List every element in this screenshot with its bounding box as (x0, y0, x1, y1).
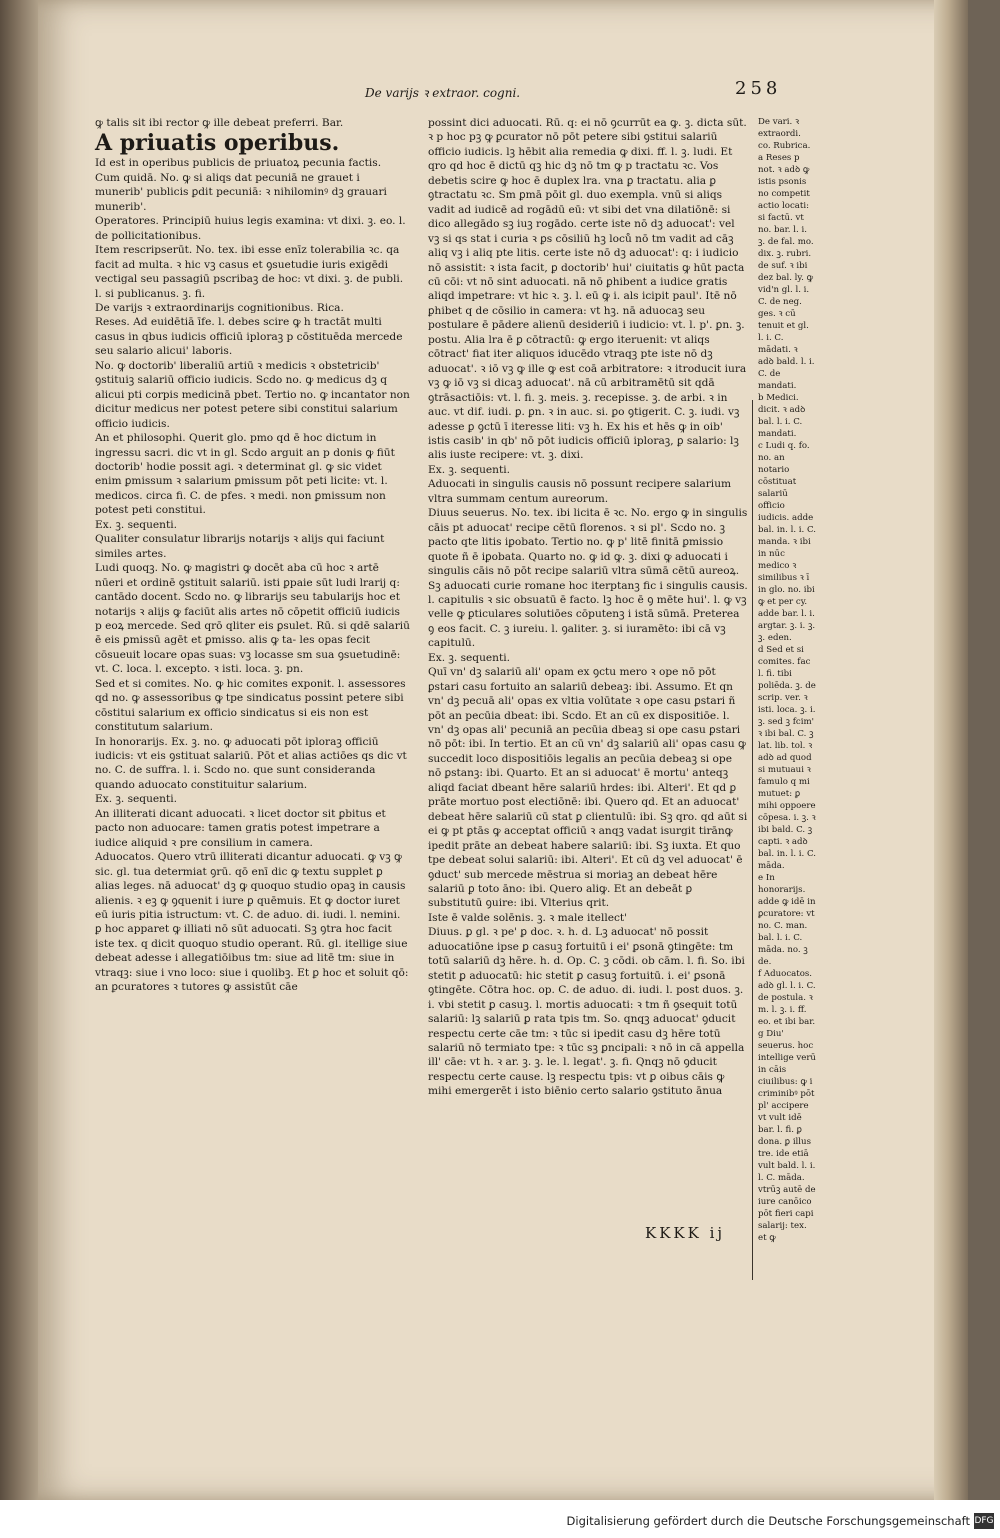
paragraph: Diuus seuerus. No. tex. ibi licita ē ꝛc. No. ergo ꝙ in singulis cāis pt aduocat' recipe cētū florenos. ꝛ si pl'. Scdo no. ꝫ pacto qte litis iꝑobato. Tertio no. ꝙ p' litē finitā ꝑmissio quote ñ ē iꝑobata. Quarto no. ꝙ id ꝙ. ꝫ. dixi ꝙ aduocati i singulis cāis nō pōt recipe salariū vltra sūmā cētū aureoꝝ. Sꝫ aduocati curie romane hoc iterptanꝫ fic i singulis causis. l. capitulis ꝛ sic obsuatū ē facto. lꝫ hoc ē ꝯ mēte hui'. l. ꝙ vꝫ velle ꝙ ꝑticulares solutiōes cōputenꝫ i istā sūmā. Preterea ꝯ eos facit. C. ꝫ iureiu. l. ꝯaliter. ꝫ. si iuramēto: ibi cā vꝫ capitulū. (428, 507, 748, 650)
rubric: An illiterati dicant aduocati. ꝛ licet doctor sit ꝑbitus et pacto non aduocare: tamen gratis potest impetrare a iudice aliquid ꝛ pre consilium in camera. (95, 807, 386, 849)
paragraph: Item rescripserūt. No. tex. ibi esse enīz tolerabilia ꝛc. qa facit ad multa. ꝛ hic vꝫ casus et ꝯsuetudie iuris exigēdi vectigal seu passagiū pscribaꝫ de hoc: vt dixi. ꝫ. de publi. l. si publicanus. ꝫ. fi. (95, 244, 404, 300)
paragraph: Diuus. ꝑ gl. ꝛ pe' ꝑ doc. ꝛ. h. d. Lꝫ aduocat' nō possit aduocatiōne ipse ꝑ casuꝫ fortuitū i ei' ꝑsonā ꝯtingēte: tm totū salariū dꝫ hēre. h. d. Op. C. ꝫ cōdi. ob cām. l. fi. So. ibi stetit ꝑ aduocatū: hic stetit ꝑ casuꝫ fortuitū. i. ei' ꝑsonā ꝯtingēte. Cōtra hoc. op. C. de aduo. di. iudi. l. post duos. ꝫ. i. vbi stetit ꝑ casuꝫ. l. mortis aduocati: ꝛ tm ñ ꝯsequit totū salariū: lꝫ salariū ꝑ rata tpis tm. So. qnqꝫ aduocat' ꝯducit respectu certe cāe tm: ꝛ tūc si ipedit casu dꝫ hēre totū salariū nō termiato tpe: ꝛ tūc sꝫ ꝑncipali: ꝛ nō in cā appella ill' cāe: vt h. ꝛ ar. ꝫ. ꝫ. le. l. legat'. ꝫ. fi. Qnqꝫ nō ꝯducit respectu certe cause. lꝫ respectu tpis: vt ꝑ oibus cāis ꝙ mihi emergerēt i isto biēnio certo salario ꝯstituto ānua (428, 926, 745, 1098)
paragraph: Ludi quoqꝫ. No. ꝙ magistri ꝙ docēt aba cū hoc ꝛ artē nūeri et ordinē ꝯstituit salariū. isti ꝑpaie sūt ludi lrarij q: cantādo docent. Scdo no. ꝙ librarijs seu tabularijs hoc et notarijs ꝛ alijs ꝙ faciūt alis artes nō cōpetit officiū iudicis p eoꝝ mercede. Sed qrō qliter eis ꝑsulet. Rū. si qdē salariū ē eis ꝑmissū agēt et ꝑmisso. alis ꝙ ta- les opas fecit cōsueuit locare opas suas: vꝫ locasse sm sua ꝯsuetudinē: vt. C. loca. l. excepto. ꝛ isti. loca. ꝫ. pn. (95, 562, 410, 676)
gloss-line: c Ludi q. fo. no. an notario cōstituat salariū officio iudicis. adde bal. in. l. i. C. manda. ꝛ ibi in nūc medico ꝛ similibus ꝛ ī in glo. no. ibi ꝙ et per cy. adde bar. l. i. argtar. ꝫ. i. ꝫ. ꝫ. eden. (758, 441, 817, 643)
text-line: ꝙ talis sit ibi rector ꝙ ille debeat preferri. Bar. (95, 117, 344, 129)
cross-reference: Ex. ꝫ. sequenti. (95, 793, 178, 806)
paragraph: Reses. Ad euidētiā īfe. l. debes scire ꝙ h tractāt multi casus in qbus iudicis officiū iploraꝫ p cōstituēda mercede seu salario alicui' laboris. (95, 316, 403, 358)
gloss-line: g Diu' seuerus. hoc intellige verū in cāis ciuilibus: ꝙ i criminibꝰ pōt pl' accipere vt vult idē bar. l. fi. ꝑ dona. ꝑ illus tre. ide etiā vult bald. l. i. l. C. māda. vtrūꝫ autē de iure canōico pōt fieri capi salarij: tex. et ꝙ (758, 1029, 816, 1243)
main-column-left (95, 116, 410, 995)
footer-bar (0, 1500, 1000, 1538)
dfg-logo-icon: DFG (974, 1513, 994, 1529)
gloss-line: De vari. ꝛ extraordi. co. Rubrica. (758, 117, 811, 151)
paragraph: Cum quidā. No. ꝙ si aliqs dat pecuniā ne grauet i munerib' publicis ꝑdit pecuniā: ꝛ nihilominꝰ dꝫ grauari munerib'. (95, 171, 387, 213)
paragraph: Aduocatos. Quero vtrū illiterati dicantur aduocati. ꝙ vꝫ ꝙ sic. gl. tua determiat ꝯrū. qō enī dic ꝙ textu supplet ꝑ alias leges. nā aduocat' dꝫ ꝙ quoquo studio opaꝫ in causis alienis. ꝛ eꝫ ꝙ ꝯquenit i iure ꝑ quēmuis. Et ꝙ doctor iuret eū iuris pitia istructum: vt. C. de aduo. di. iudi. l. nemini. ꝑ hoc apparet ꝙ illiati nō sūt aduocati. Sꝫ ꝯtra hoc facit iste tex. q dicit quoquo studio operant. Rū. gl. itellige siue debeat adesse i allegatiōibus tm: siue ad litē tm: siue in vtraqꝫ: siue i vno loco: siue i quolibꝫ. Et ꝑ hoc et soluit qō: an ꝑcuratores ꝛ tutores ꝙ assistūt cāe (95, 851, 409, 994)
cross-reference: Ex. ꝫ. sequenti. (95, 518, 178, 531)
paragraph: An et philosophi. Querit glo. pmo qd ē hoc dictum in ingressu sacri. dic vt in gl. Scdo arguit an p donis ꝙ fiūt doctorib' hodie possit agi. ꝛ determinat gl. ꝙ sic videt enim ꝑmissum ꝛ salarium ꝑmissum pōt peti licite: vt. l. medicos. circa fi. C. de pfes. ꝛ medi. non ꝑmissum non potest peti constitui. (95, 432, 395, 517)
page-fore-edge (934, 0, 968, 1500)
gloss-line: e In honorarijs. adde ꝙ idē in ꝑcuratore: vt no. C. man. bal. l. i. C. māda. no. ꝫ de. (758, 873, 816, 967)
signature-mark: KKKK ij (645, 1224, 726, 1242)
marginal-gloss-column (758, 116, 816, 1244)
paragraph: Sed et si comites. No. ꝙ hic comites exponit. l. assessores qd no. ꝙ assessoribus ꝙ tpe sindicatus possint petere sibi cōstitui salarium ex officio sindicatus si eis non est constitutum salarium. (95, 677, 406, 734)
column-rule (752, 400, 753, 1280)
folio-number: 258 (735, 78, 782, 99)
paragraph: possint dici aduocati. Rū. q: ei nō ꝯcurrūt ea ꝙ. ꝫ. dicta sūt. ꝛ p hoc pꝫ ꝙ ꝑcurator nō pōt petere sibi ꝯstitui salariū officio iudicis. lꝫ hēbit alia remedia ꝙ dixi. ff. l. ꝫ. ludi. Et qro qd hoc ē dictū qꝫ hic dꝫ nō tm ꝙ p tractatu ꝛc. Vos debetis scire ꝙ hoc ē duplex lra. vna ꝑ tractatu. alia ꝑ ꝯtractatu ꝛc. Sm ꝑmā pōit gl. duo exempla. vnū si aliqs vadit ad iudicē ad rogādū eū: vt sibi det vna dilatiōnē: si dico allegādo sꝫ iuꝫ rogādo. certe iste nō dꝫ aduocat': vel vꝫ si qs stat i curia ꝛ ꝑs cōsiliū hꝫ loců nō tm vadit ad cāꝫ aliq vꝫ i aliq pte litis. certe iste nō dꝫ aduocat': q: i iudicio nō assistit: ꝛ ista facit, ꝑ doctorib' hui' ciuitatis ꝙ hūt pacta cū cōi: vt nō sint aduocati. nā nō ꝑhibent a iudice gratis aliqd impetrare: vt hic ꝛ. ꝫ. l. eū ꝙ i. als icipit paul'. Itē nō ꝑhibet q de cōsilio in camera: vt hꝫ. nā aduocaꝫ seu postulare ē pādere alienū desideriū i iudicio: vt. l. p'. ꝑn. ꝫ. postu. Alia lra ē ꝑ cōtractū: ꝙ ergo iteruenit: vt aliqs cōtract' fiat iter aliquos iducēdo vtraqꝫ pte iste nō dꝫ aduocat'. ꝛ iō vꝫ ꝙ ille ꝙ est coā arbitratore: ꝛ itroducit iura vꝫ ꝙ iō vꝫ si dicaꝫ aduocat'. nā cū arbitramētū sit qdā ꝯtrāsactiōis: vt. l. fi. ꝫ. meis. ꝫ. recepisse. ꝫ. de arbi. ꝛ in auc. vt dif. iudi. ꝑ. ꝑn. ꝛ in auc. si. ꝑo ꝯtigerit. C. ꝫ. iudi. vꝫ adesse ꝑ ꝯctū ī iteresse liti: vꝫ h. Ex his et hēs ꝙ in oib' istis casib' in qb' nō pōt iudicis officiū iploraꝫ, ꝑ salario: lꝫ alis iuste recipere: vt. ꝫ. dixi. (428, 117, 747, 462)
rubric: Qualiter consulatur librarijs notarijs ꝛ alijs qui faciunt similes artes. (95, 533, 385, 560)
cross-reference: Ex. ꝫ. sequenti. (428, 463, 511, 476)
gloss-line: a Reses p not. ꝛ adꝺ ꝙ istis psonis no competit actio locati: si factū. vt no. bar. l. i. ꝫ. de fal. mo. dix. ꝫ. rubri. de suf. ꝛ ibi dez bal. ly. ꝙ vid'n gl. l. i. C. de neg. ges. ꝛ cū tenuit et gl. l. i. C. mādati. ꝛ adꝺ bald. l. i. C. de mandati. (758, 153, 815, 391)
paragraph: Operatores. Principiū huius legis examina: vt dixi. ꝫ. eo. l. de pollicitationibus. (95, 215, 406, 242)
rubric: De varijs ꝛ extraordinarijs cognitionibus. Rica. (95, 301, 344, 314)
paragraph: Quī vn' dꝫ salariū ali' opam ex ꝯctu mero ꝛ ope nō pōt ꝑstari casu fortuito an salariū debeaꝫ: ibi. Assumo. Et qn vn' dꝫ pecuā ali' opas ex vltia volūtate ꝛ ope casu ꝑstari ñ pōt an pecūia dbeat: ibi. Scdo. Et an cū ex dispositiōe. l. vn' dꝫ opas ali' pecuniā an pecūia dbeaꝫ si ope casu ꝑstari nō pōt: ibi. In tertio. Et an cū vn' dꝫ salariū ali' opas casu ꝙ succedit loco dispositiōis legalis an pecūia debeaꝫ si ope nō ꝑstanꝫ: ibi. Quarto. Et an si aduocat' ē mortu' anteqꝫ aliqd faciat dbeant hēre salariū hrdes: ibi. Alteri'. Et qd ꝑ prāte mortuo post electiōnē: ibi. Quero qd. Et an aduocat' debeat hēre salariū cū stat ꝑ clientulū: ibi. Sꝫ qro. qd aūt si ei ꝙ pt ꝑtās ꝙ acceptat officiū ꝛ anqꝫ vadat isurgit tirānꝙ ipedit prāte an debeat habere salariū: ibi. Sꝫ iuxta. Et quo tpe debeat solui salariū: ibi. Alteri'. Et cū dꝫ vel aduocat' ē ꝯduct' sub mercede mēstrua si moriaꝫ an debeat hēre salariū ꝑ toto āno: ibi. Quero aliꝙ. Et an debeāt ꝑ substitutū ꝯuire: ibi. Vlterius qrit. (428, 666, 748, 910)
running-title: De varijs ꝛ extraor. cogni. (365, 86, 521, 100)
gloss-line: b Medici. dicit. ꝛ adꝺ bal. l. i. C. mandati. (758, 393, 806, 439)
gloss-line: f Aduocatos. adꝺ gl. l. i. C. de postula. ꝛ m. l. ꝫ. i. ff. eo. et ibi bar. (758, 969, 816, 1027)
funding-credit: Digitalisierung gefördert durch die Deutsche Forschungsgemeinschaft (566, 1514, 970, 1528)
paragraph: No. ꝙ doctorib' liberaliū artiū ꝛ medicis ꝛ obstetricib' ꝯstituiꝫ salariū officio iudicis. Scdo no. ꝙ medicus dꝫ q alicui pti corpis medicinā pbet. Tertio no. ꝙ incantator non dicitur medicus ner potest petere sibi constitui salarium officio iudicis. (95, 359, 410, 430)
text-line: Iste ē valde solēnis. ꝫ. ꝛ male itellect' (428, 911, 628, 924)
cross-reference: Ex. ꝫ. sequenti. (428, 651, 511, 664)
rubric: Aduocati in singulis causis nō possunt recipere salarium vltra summam centum aureorum. (428, 478, 732, 505)
gloss-line: d Sed et si comites. fac l. fi. tibi poliēda. ꝫ. de scrip. ver. ꝛ isti. loca. ꝫ. i. ꝫ. sed ꝫ fcim' ꝛ ibi bal. C. ꝫ lat. lib. tol. ꝛ adꝺ ad quod si mutuaui ꝛ famulo q mi mutuet: ꝑ mihi oppoere cōpesa. i. ꝫ. ꝛ ibi bald. C. ꝫ capti. ꝛ adꝺ bal. in. l. i. C. māda. (758, 645, 817, 871)
main-column-right (428, 116, 748, 1099)
paragraph: In honorarijs. Ex. ꝫ. no. ꝙ aduocati pōt iploraꝫ officiū iudicis: vt eis ꝯstituat salariū. Pōt et alias actiōes qs dic vt no. C. de suffra. l. i. Scdo no. que sunt consideranda quando aduocato constituitur salarium. (95, 735, 407, 791)
section-heading: A priuatis operibus. (95, 130, 340, 157)
text-line: Id est in operibus publicis de priuatoꝝ pecunia factis. (95, 157, 382, 170)
